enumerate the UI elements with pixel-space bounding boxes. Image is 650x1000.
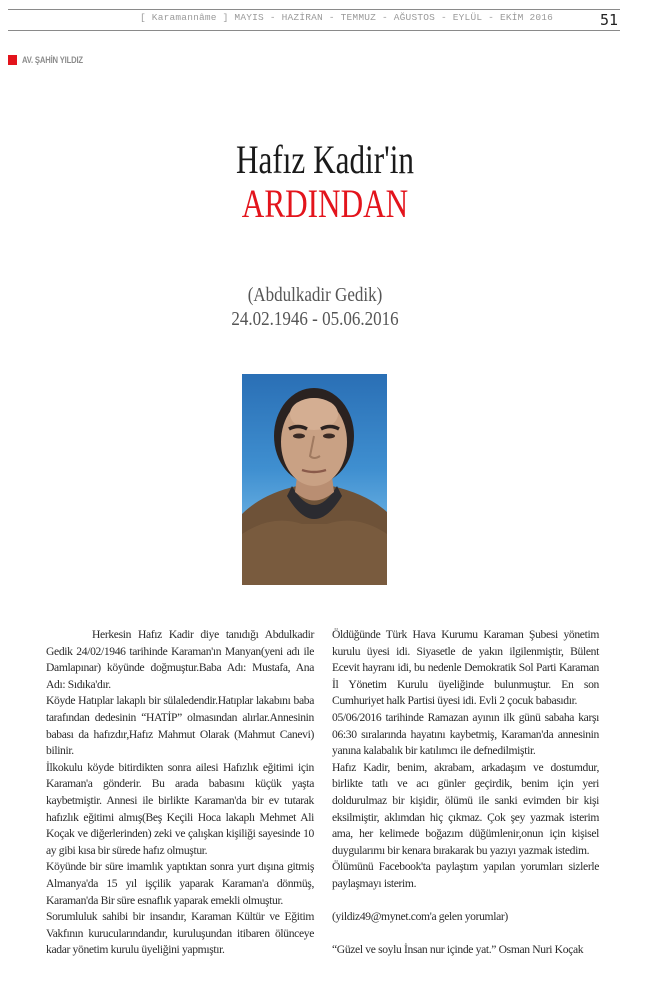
paragraph: Hafız Kadir, benim, akrabam, arkadaşım ve dostumdur, birlikte tatlı ve acı günler geçirdik, benim için yeri doldurulmaz bir kişidir, ölümü ile sanki evimden bir kişi eksilmiştir, aklımdan hiç çıkmaz. Çok şey yazmak isterim ama, her kelimede boğazım düğümlenir,onun için kişisel duygularımı bir kenara bırakarak bu yazıyı yazmak istedim. xyxy=(332,760,599,857)
header-top-rule xyxy=(8,9,620,10)
article-title-line-2: ARDINDAN xyxy=(241,181,409,226)
header-bottom-rule xyxy=(8,30,620,31)
paragraph: 05/06/2016 tarihinde Ramazan ayının ilk günü sabaha karşı 06:30 sıralarında hayatını kaybetmiş, Karaman'da annesinin yanına kalabalık bir katılımcı ile defnedilmiştir. xyxy=(332,710,599,758)
article-column-left xyxy=(46,627,314,959)
article-title-line-1: Hafız Kadir'in xyxy=(235,137,415,182)
page-number: 51 xyxy=(599,11,618,29)
paragraph: Ölümünü Facebook'ta paylaştım yapılan yorumları sizlerle paylaşmayı isterim. xyxy=(332,860,599,890)
portrait-photo-icon xyxy=(242,374,387,585)
paragraph: Herkesin Hafız Kadir diye tanıdığı Abdulkadir Gedik 24/02/1946 tarihinde Karaman'ın Manyan(yeni adı ile Damlapınar) köyünde doğmuştur.Baba Adı: Mustafa, Ana Adı: Sıdıka'dır. xyxy=(46,628,314,691)
running-head: [ Karamannâme ] MAYIS - HAZİRAN - TEMMUZ - AĞUSTOS - EYLÜL - EKİM 2016 xyxy=(140,12,554,23)
paragraph: İlkokulu köyde bitirdikten sonra ailesi Hafızlık eğitimi için Karaman'a gönderir. Bu arada babasını küçük yaşta kaybetmiştir. Annesi ile birlikte Karaman'da bir ev tutarak hafızlık eğitimi almış(Beş Keçili Hoca lakaplı Mehmet Ali Koçak ve diğerlerinden) zeki ve çalışkan kişiliği sayesinde 10 ay gibi kısa bir sürede hafız olmuştur. xyxy=(46,760,314,857)
paragraph: Köyde Hatıplar lakaplı bir sülaledendir.Hatıplar lakabını baba tarafından dedesinin “HATİP” olmasından alırlar.Annesinin babası da hafızdır,Hafız Mahmut Olarak (Mahmut Canevi) bilinir. xyxy=(46,694,314,758)
subject-name: (Abdulkadir Gedik) xyxy=(247,284,383,306)
article-column-right xyxy=(332,627,599,959)
paragraph: Öldüğünde Türk Hava Kurumu Karaman Şubesi yönetim kurulu üyesi idi. Siyasetle de yakın ilgilenmiştir, Bülent Ecevit hayranı idi, bu nedenle Demokratik Sol Parti Karaman İl Yönetim Kurulu üyeliğinde bulunmuştur. En son Cumhuriyet halk Partisi üyesi idi. Evli 2 çocuk babasıdır. xyxy=(332,628,599,708)
author-name: AV. ŞAHİN YILDIZ xyxy=(22,55,83,65)
subject-dates: 24.02.1946 - 05.06.2016 xyxy=(231,308,399,330)
paragraph: Köyünde bir süre imamlık yaptıktan sonra yurt dışına gitmiş Almanya'da 15 yıl işçilik yaparak Karaman'a dönmüş, Karaman'da Bir süre esnaflık yaparak emekli olmuştur. xyxy=(46,860,314,907)
paragraph: Sorumluluk sahibi bir insandır, Karaman Kültür ve Eğitim Vakfının kurucularındandır, kuruluşundan itibaren ölünceye kadar yönetim kurulu üyeliğini yapmıştır. xyxy=(46,910,314,957)
quoted-comment: “Güzel ve soylu İnsan nur içinde yat.” Osman Nuri Koçak xyxy=(332,943,584,957)
portrait-photo xyxy=(242,374,387,585)
email-note: (yildiz49@mynet.com'a gelen yorumlar) xyxy=(332,910,508,924)
author-byline xyxy=(8,55,94,65)
red-square-icon xyxy=(8,55,17,65)
